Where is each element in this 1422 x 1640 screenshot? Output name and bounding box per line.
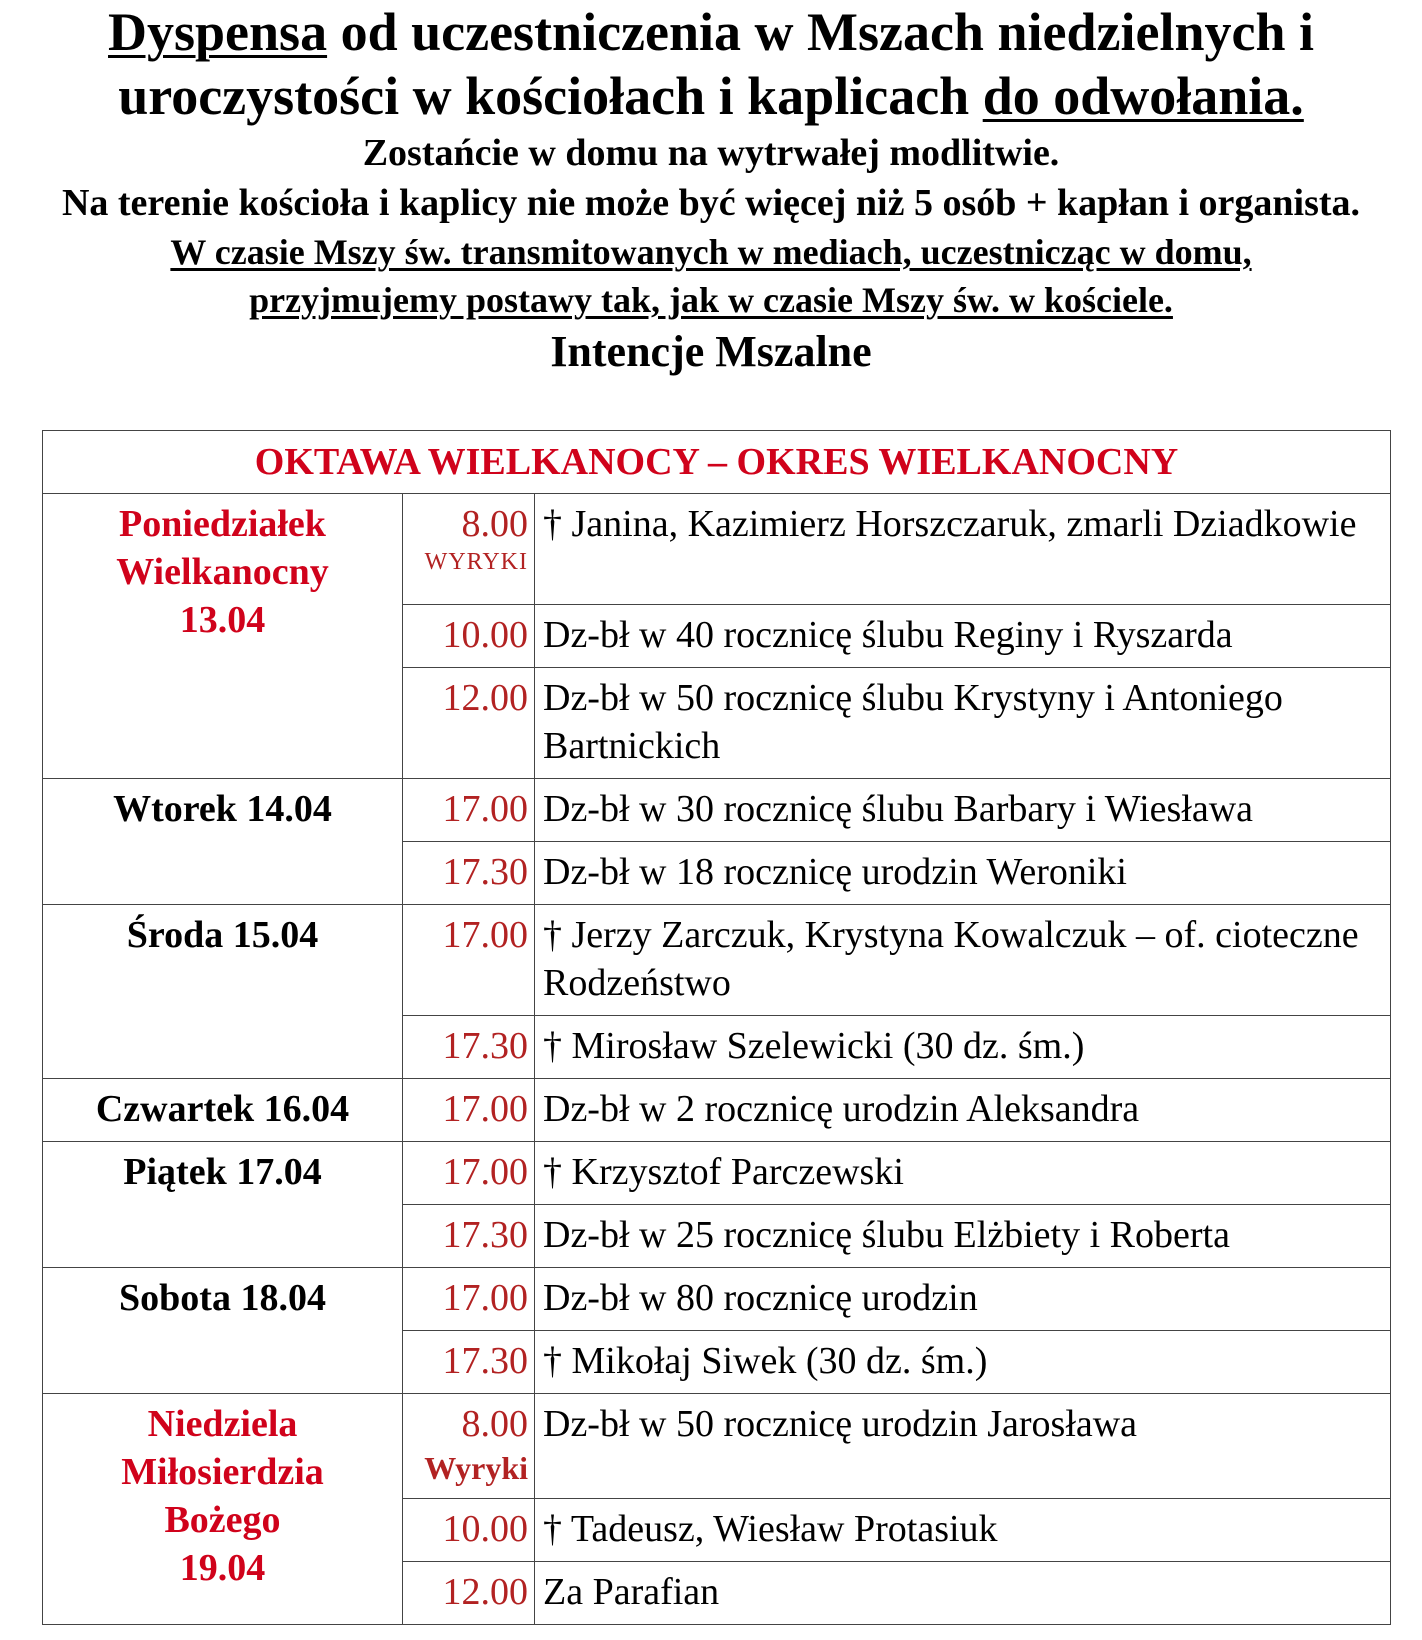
mass-intention: † Janina, Kazimierz Horszczaruk, zmarli Dziadkowie: [535, 494, 1391, 605]
title-line-2: uroczystości w kościołach i kaplicach do odwołania.: [118, 66, 1304, 126]
media-note-line-1: W czasie Mszy św. transmitowanych w mediach, uczestnicząc w domu,: [170, 232, 1252, 272]
mass-time: 17.00: [403, 1268, 535, 1331]
mass-intentions-table: [42, 430, 1391, 1625]
day-cell: Sobota 18.04: [43, 1268, 403, 1394]
day-cell: Piątek 17.04: [43, 1142, 403, 1268]
header: [0, 0, 1422, 380]
mass-intention: Dz-bł w 30 rocznicę ślubu Barbary i Wiesława: [535, 779, 1391, 842]
mass-intention: Dz-bł w 80 rocznicę urodzin: [535, 1268, 1391, 1331]
table-row: [43, 1268, 1391, 1331]
mass-time: 17.30: [403, 1331, 535, 1394]
day-cell: Niedziela Miłosierdzia Bożego 19.04: [43, 1394, 403, 1625]
until-revoked: do odwołania.: [982, 66, 1304, 126]
mass-time: 17.00: [403, 779, 535, 842]
title-line-1: Dyspensa od uczestniczenia w Mszach niedzielnych i: [108, 2, 1314, 62]
table-row: [43, 1142, 1391, 1205]
table-row: [43, 1079, 1391, 1142]
mass-time: 17.00: [403, 1079, 535, 1142]
mass-intention: † Mikołaj Siwek (30 dz. śm.): [535, 1331, 1391, 1394]
day-cell: Czwartek 16.04: [43, 1079, 403, 1142]
table-row: [43, 905, 1391, 1016]
mass-intention: Dz-bł w 40 rocznicę ślubu Reginy i Ryszarda: [535, 605, 1391, 668]
mass-time: 12.00: [403, 668, 535, 779]
day-cell: Poniedziałek Wielkanocny 13.04: [43, 494, 403, 779]
mass-time: 17.00: [403, 1142, 535, 1205]
stay-home-text: Zostańcie w domu na wytrwałej modlitwie.: [362, 132, 1060, 174]
capacity-text: Na terenie kościoła i kaplicy nie może być więcej niż 5 osób + kapłan i organista.: [61, 182, 1361, 224]
mass-time: 10.00: [403, 605, 535, 668]
mass-intention: Za Parafian: [535, 1562, 1391, 1625]
section-title: Intencje Mszalne: [550, 327, 872, 376]
mass-time: 17.30: [403, 1205, 535, 1268]
mass-time: 17.30: [403, 1016, 535, 1079]
mass-intention: Dz-bł w 2 rocznicę urodzin Aleksandra: [535, 1079, 1391, 1142]
place-label: WYRYKI: [424, 549, 528, 575]
mass-intention: † Tadeusz, Wiesław Protasiuk: [535, 1499, 1391, 1562]
day-cell: Środa 15.04: [43, 905, 403, 1079]
mass-intention: Dz-bł w 50 rocznicę ślubu Krystyny i Antoniego Bartnickich: [535, 668, 1391, 779]
mass-time: 8.00 WYRYKI: [403, 494, 535, 605]
mass-intention: Dz-bł w 18 rocznicę urodzin Weroniki: [535, 842, 1391, 905]
table-row: [43, 779, 1391, 842]
mass-time: 8.00 Wyryki: [403, 1394, 535, 1499]
mass-intention: † Jerzy Zarczuk, Krystyna Kowalczuk – of. cioteczne Rodzeństwo: [535, 905, 1391, 1016]
mass-intention: Dz-bł w 50 rocznicę urodzin Jarosława: [535, 1394, 1391, 1499]
mass-time: 17.30: [403, 842, 535, 905]
mass-time: 10.00: [403, 1499, 535, 1562]
mass-time: 17.00: [403, 905, 535, 1016]
table-banner: OKTAWA WIELKANOCY – OKRES WIELKANOCNY: [43, 431, 1391, 494]
mass-intention: † Krzysztof Parczewski: [535, 1142, 1391, 1205]
table-row: [43, 494, 1391, 605]
mass-intention: Dz-bł w 25 rocznicę ślubu Elżbiety i Roberta: [535, 1205, 1391, 1268]
table-row: [43, 1394, 1391, 1499]
media-note-line-2: przyjmujemy postawy tak, jak w czasie Mszy św. w kościele.: [249, 280, 1173, 320]
place-label: Wyryki: [424, 1450, 528, 1486]
dyspensa-word: Dyspensa: [108, 2, 328, 62]
mass-time: 12.00: [403, 1562, 535, 1625]
mass-intention: † Mirosław Szelewicki (30 dz. śm.): [535, 1016, 1391, 1079]
day-cell: Wtorek 14.04: [43, 779, 403, 905]
